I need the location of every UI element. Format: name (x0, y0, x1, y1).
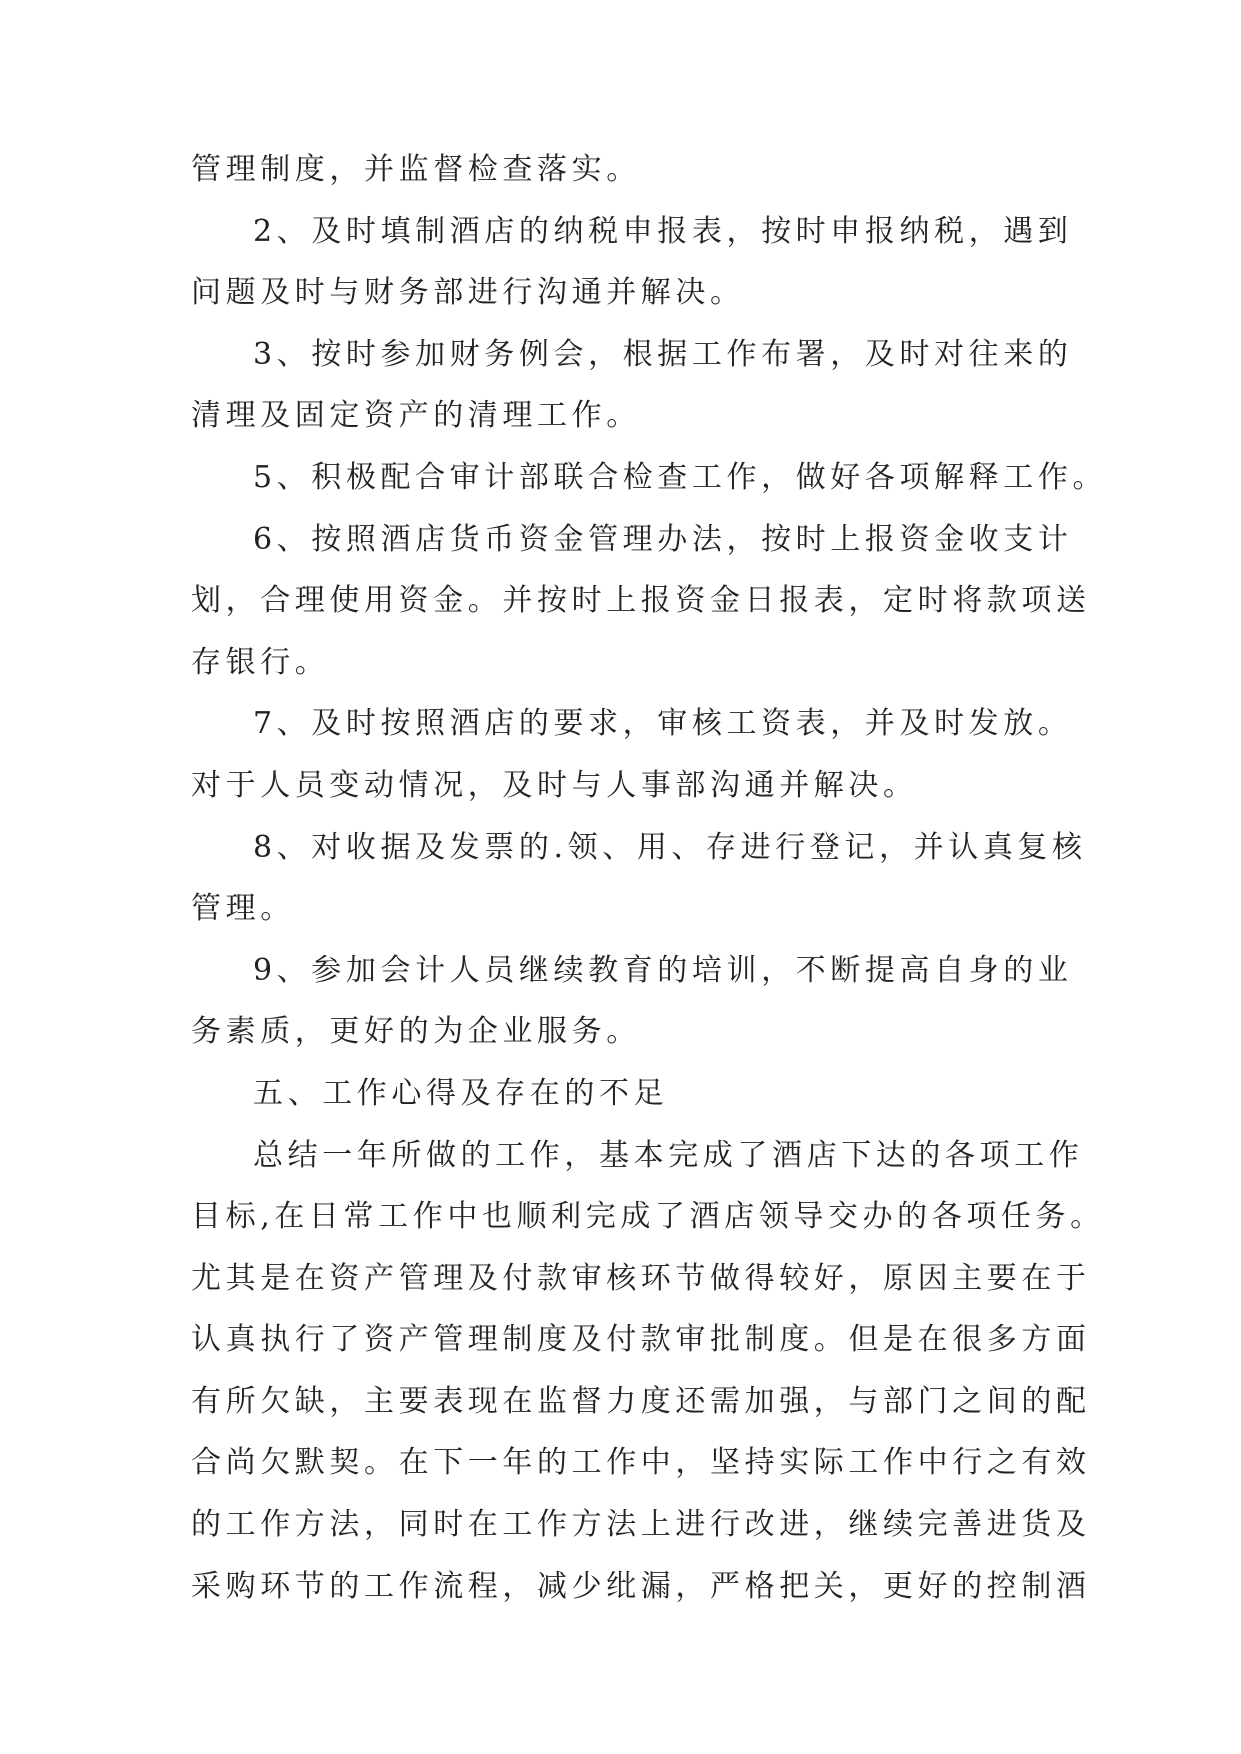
text-line: 采购环节的工作流程，减少纰漏，严格把关，更好的控制酒 (191, 1568, 1091, 1604)
text-line: 合尚欠默契。在下一年的工作中，坚持实际工作中行之有效 (191, 1445, 1091, 1481)
text-line: 五、工作心得及存在的不足 (253, 1075, 669, 1111)
document-body (191, 152, 1108, 1630)
text-line: 的工作方法，同时在工作方法上进行改进，继续完善进货及 (191, 1507, 1091, 1543)
text-line: 划，合理使用资金。并按时上报资金日报表，定时将款项送 (191, 583, 1091, 619)
text-line: 6、按照酒店货币资金管理办法，按时上报资金收支计 (253, 521, 1073, 557)
text-line: 清理及固定资产的清理工作。 (191, 398, 641, 434)
text-line: 尤其是在资产管理及付款审核环节做得较好，原因主要在于 (191, 1260, 1091, 1296)
text-line: 问题及时与财务部进行沟通并解决。 (191, 275, 745, 311)
text-line: 5、积极配合审计部联合检查工作，做好各项解释工作。 (253, 459, 1108, 495)
text-line: 务素质，更好的为企业服务。 (191, 1014, 641, 1050)
text-line: 认真执行了资产管理制度及付款审批制度。但是在很多方面 (191, 1322, 1091, 1358)
text-line: 总结一年所做的工作，基本完成了酒店下达的各项工作 (253, 1137, 1084, 1173)
text-line: 存银行。 (191, 644, 330, 680)
text-line: 7、及时按照酒店的要求，审核工资表，并及时发放。 (253, 706, 1073, 742)
text-line: 对于人员变动情况，及时与人事部沟通并解决。 (191, 767, 918, 803)
text-line: 9、参加会计人员继续教育的培训，不断提高自身的业 (253, 952, 1073, 988)
text-line: 2、及时填制酒店的纳税申报表，按时申报纳税，遇到 (253, 213, 1073, 249)
text-line: 管理制度，并监督检查落实。 (191, 152, 641, 187)
text-line: 目标,在日常工作中也顺利完成了酒店领导交办的各项任务。 (191, 1199, 1105, 1235)
text-line: 管理。 (191, 891, 295, 927)
text-line: 8、对收据及发票的.领、用、存进行登记，并认真复核 (253, 829, 1087, 865)
text-line: 有所欠缺，主要表现在监督力度还需加强，与部门之间的配 (191, 1383, 1091, 1419)
text-line: 3、按时参加财务例会，根据工作布署，及时对往来的 (253, 336, 1073, 372)
